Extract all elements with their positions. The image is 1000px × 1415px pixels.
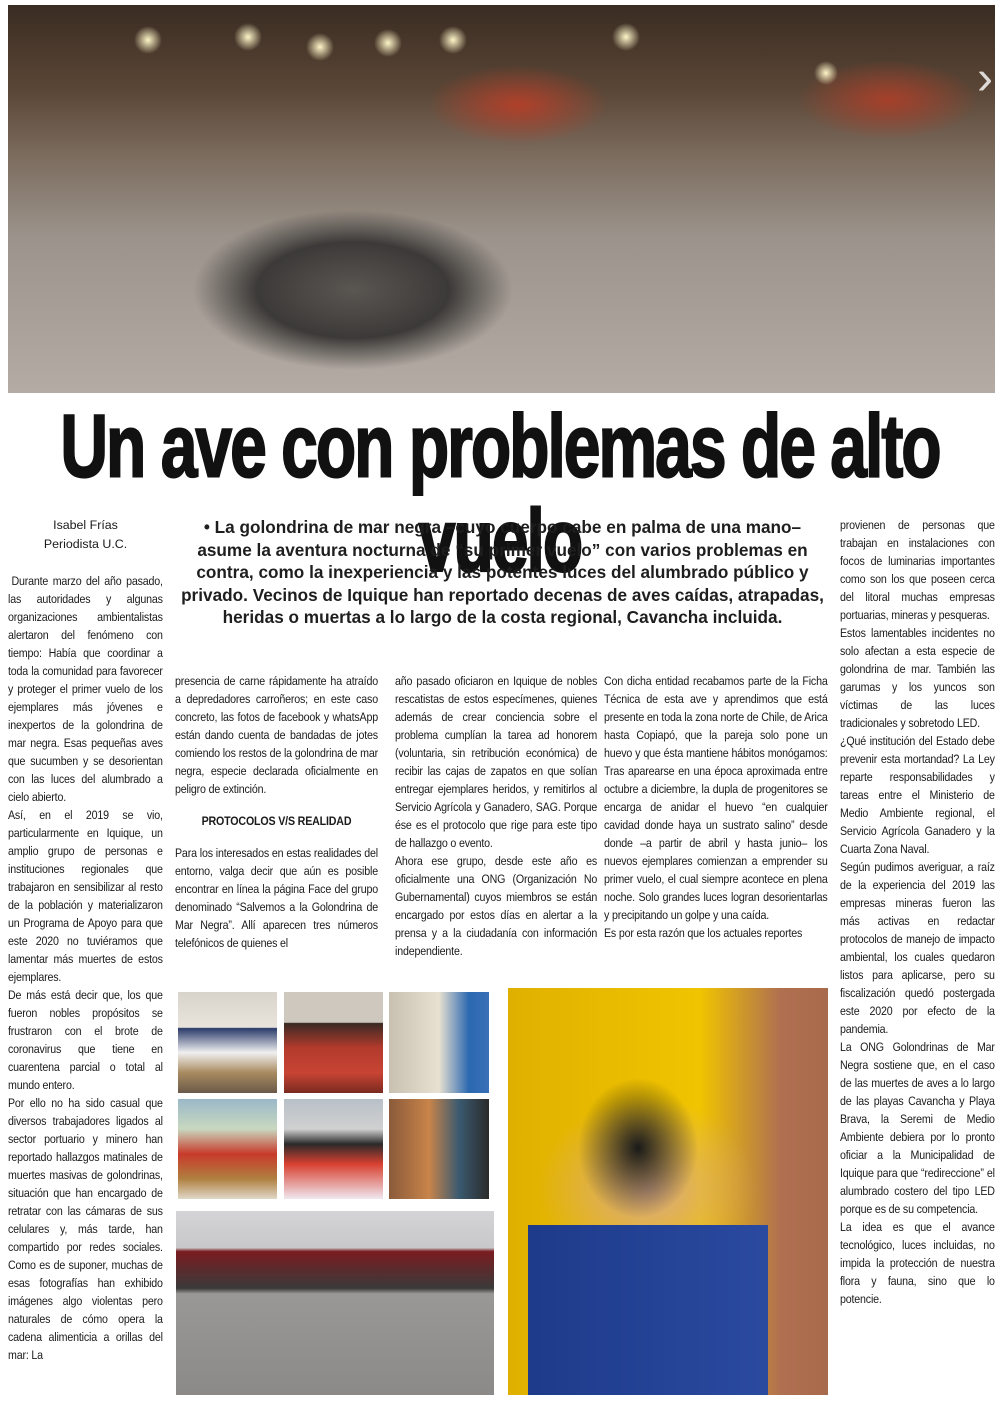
photo-bird-in-hands [508, 988, 828, 1395]
photo-boy-with-box [389, 992, 489, 1093]
column-3 [395, 672, 597, 960]
paragraph: Para los interesados en estas realidades del entorno, valga decir que aún es posible encontrar en línea la página Face del grupo denominado “Salvemos a la Golondrina de Mar Negra”. Allí aparecen tres números telefónicos de quienes el [175, 846, 378, 950]
photo-dead-bird-near-truck [176, 1211, 494, 1395]
column-4 [604, 672, 828, 942]
paragraph: Durante marzo del año pasado, las autoridades y algunas organizaciones ambientalistas alertaron del fenómeno con tiempo: Había que coordinar a toda la comunidad para favorecer y proteger el primer vuelo de los ejemplares más jóvenes e inexpertos de la golondrina de mar negra. Esas pequeñas aves que sucumben y se desorientan con las luces del alumbrado a cielo abierto. [8, 574, 163, 804]
photo-couple-with-box [389, 1099, 489, 1199]
column-2 [175, 672, 378, 952]
byline [8, 516, 163, 554]
paragraph: Ahora ese grupo, desde este año es oficialmente una ONG (Organización No Gubernamental) cuyos miembros se están encargado por estos días en alertar a la prensa y a la ciudadanía con información independiente. [395, 854, 598, 958]
paragraph: Es por esta razón que los actuales reportes [604, 926, 803, 940]
paragraph: ¿Qué institución del Estado debe prevenir esta mortandad? La Ley reparte responsabilidades y tareas entre el Ministerio de Medio Ambiente regional, el Servicio Agrícola Ganadero y la Cuarta Zona Naval. [840, 734, 995, 856]
photo-official-with-box [284, 992, 383, 1093]
author-role: Periodista U.C. [43, 537, 128, 551]
photo-rescuer-with-box [178, 992, 277, 1093]
lede: • La golondrina de mar negra –cuyo cuerpo cabe en palma de una mano– asume la aventura nocturna de “su primer vuelo” con varios problemas en contra, como la inexperiencia y las potentes luces del alumbrado público y privado. Vecinos de Iquique han reportado decenas de aves caídas, atrapadas, heridas o muertas a lo largo de la costa regional, Cavancha incluida. [181, 517, 824, 627]
paragraph: Por ello no ha sido casual que diversos trabajadores ligados al sector portuario y minero han reportado hallazgos matinales de muertes masivas de golondrinas, situación que han encargado de retratar con las cámaras de sus celulares y, más tarde, han compartido por redes sociales. Como es de suponer, muchas de esas fotografías han exhibido imágenes algo violentas pero naturales de cómo opera la cadena alimenticia a orillas del mar: La [8, 1096, 163, 1362]
paragraph: año pasado oficiaron en Iquique de nobles rescatistas de estos especímenes, quienes además de crear conciencia sobre el problema cumplían la tarea ad honorem (voluntaria, sin retribución económica) de recibir las cajas de zapatos en que solían entregar ejemplares heridos, y remitirlos al Servicio Agrícola y Ganadero, SAG. Porque ése es el protocolo que rige para este tipo de hallazgo o evento. [395, 674, 598, 850]
paragraph: La ONG Golondrinas de Mar Negra sostiene que, en el caso de las muertes de aves a lo largo de las playas Cavancha y Playa Brava, la Seremi de Medio Ambiente debiera por lo pronto oficiar a la Municipalidad de Iquique para que “redireccione” el alumbrado costero del tipo LED porque es de su competencia. [840, 1040, 995, 1216]
column-5 [840, 516, 995, 1308]
author-name: Isabel Frías [53, 518, 118, 532]
paragraph: Estos lamentables incidentes no solo afectan a esta especie de golondrina de mar. También las garumas y los yuncos son víctimas de las luces tradicionales y sobretodo LED. [840, 626, 995, 730]
column-1 [8, 572, 163, 1364]
paragraph: Según pudimos averiguar, a raíz de la experiencia del 2019 las empresas mineras fueron las más activas en redactar protocolos de manejo de impacto ambiental, los cuales quedaron listos para aplicarse, pero su fiscalización quedó postergada este 2020 por efecto de la pandemia. [840, 860, 995, 1036]
subheading: PROTOCOLOS V/S REALIDAD [201, 814, 352, 828]
paragraph: provienen de personas que trabajan en instalaciones con focos de luminarias importantes como son los que poseen cerca del litoral muchas empresas portuarias, mineras y pesqueras. [840, 518, 995, 622]
paragraph: presencia de carne rápidamente ha atraído a depredadores carroñeros; en este caso concreto, las fotos de facebook y whatsApp están dando cuenta de bandadas de jotes comiendo los restos de la golondrina de mar negra, especie declarada oficialmente en peligro de extinción. [175, 674, 378, 796]
headline: Un ave con problemas de alto vuelo [60, 395, 940, 590]
paragraph: Así, en el 2019 se vio, particularmente en Iquique, un amplio grupo de personas e instituciones regionales que trabajaron en sensibilizar al resto de la población y materializaron un Programa de Apoyo para que este 2020 no tuviéramos que lamentar más muertes de estos ejemplares. [8, 808, 163, 984]
photo-woman-and-girl [284, 1099, 383, 1199]
paragraph: La idea es que el avance tecnológico, luces incluidas, no impida la protección de nuestra flora y fauna, sino que lo potencie. [840, 1220, 995, 1306]
paragraph: De más está decir que, los que fueron nobles propósitos se frustraron con el brote de coronavirus que tiene en cuarentena parcial o total al mundo entero. [8, 988, 163, 1092]
chevron-right-icon[interactable]: › [977, 52, 993, 105]
hero-photo-fallen-bird [8, 5, 995, 393]
photo-man-with-box [178, 1099, 277, 1199]
paragraph: Con dicha entidad recabamos parte de la Ficha Técnica de esta ave y aprendimos que está presente en toda la zona norte de Chile, de Arica hasta Copiapó, que la pareja solo pone un huevo y que ésta mantiene hábitos monógamos: Tras aparearse en una época aproximada entre octubre a diciembre, la dupla de progenitores se encarga de anidar el huevo “en cualquier cavidad donde haya un sustrato salino” desde donde –a partir de abril y hasta junio– los nuevos ejemplares comienzan a emprender su primer vuelo, el cual siempre acontece en plena noche. Solo grandes luces logran desorientarlas y precipitando un golpe y una caída. [604, 674, 828, 922]
